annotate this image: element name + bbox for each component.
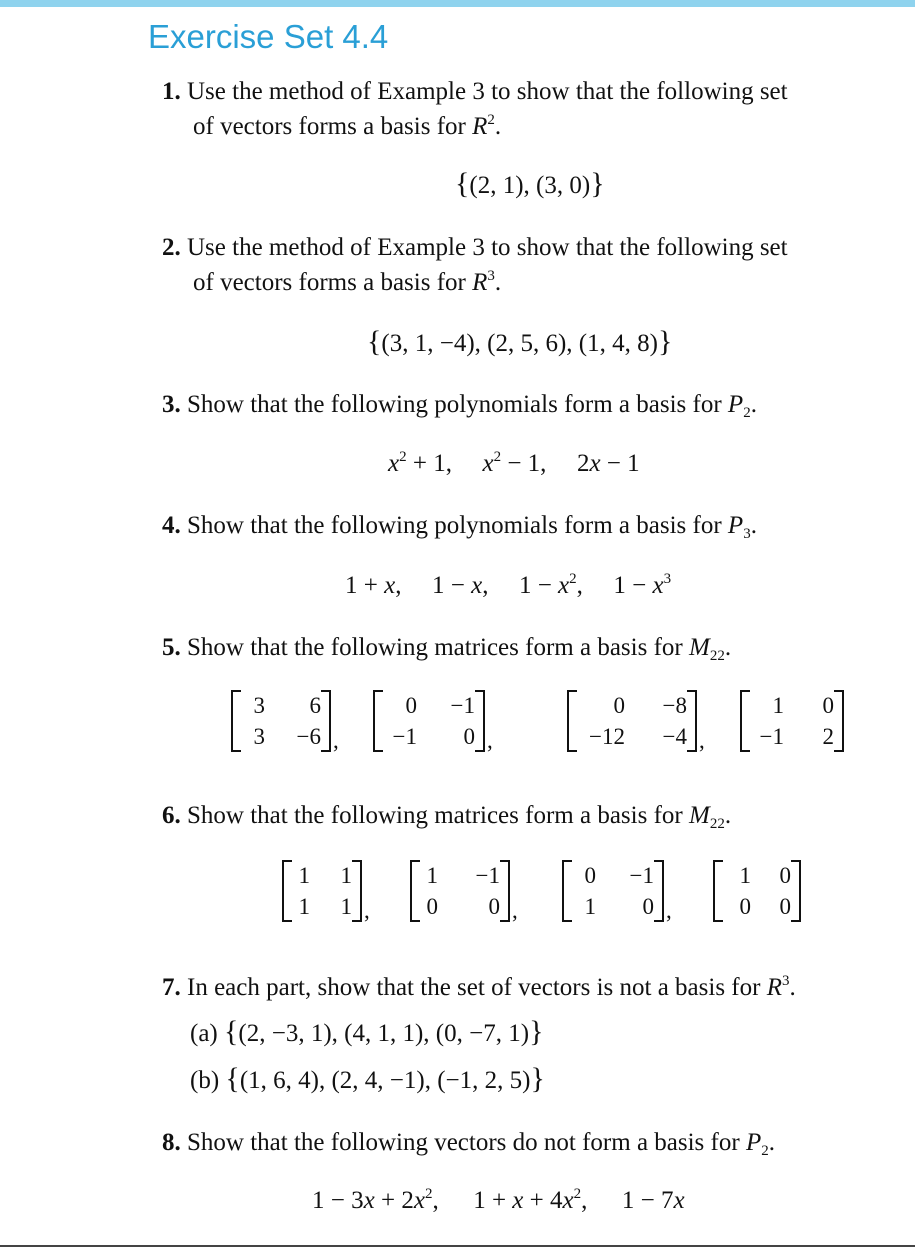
matrix-entry: 0 [488,894,500,919]
exercise-1-line-2: of vectors forms a basis for $R^2$. [193,112,502,140]
exercise-2-line-1: 2. Use the method of Example 3 to show that the following set [162,234,788,261]
matrix-entry: 0 [779,863,791,888]
matrix-entry: 3 [253,693,265,718]
matrix-entry: −1 [759,724,784,749]
matrix [567,690,697,752]
matrix-entry: 1 [584,894,596,919]
exercise-6-line: 6. Show that the following matrices form a basis for $M_{22}$. [162,802,732,832]
top-accent-bar [0,0,915,7]
page-title: Exercise Set 4.4 [148,18,389,55]
separator-comma: , [666,898,672,923]
matrix-entry: 6 [309,693,321,718]
matrix-entry: −1 [392,724,417,749]
matrix [713,860,801,922]
matrix [410,860,510,922]
matrix-entry: −8 [662,693,687,718]
bottom-rule [0,1245,915,1247]
separator-comma: , [364,898,370,923]
exercise-2-vector-set: {(3, 1, −4), (2, 5, 6), (1, 4, 8)} [367,325,673,358]
matrix-entry: 0 [822,693,834,718]
exercise-7-line: 7. In each part, show that the set of vectors is not a basis for $R^3$. [162,973,796,1001]
matrix-entry: 1 [772,693,784,718]
matrix-entry: 0 [779,894,791,919]
matrix-entry: 0 [463,724,475,749]
exercise-7-part-b: (b) {(1, 6, 4), (2, 4, −1), (−1, 2, 5)} [190,1062,545,1095]
exercise-1-vector-set: {(2, 1), (3, 0)} [455,167,605,200]
exercise-3-polynomials: $x^2 + 1$, $x^2 - 1$, 2x − 1 [388,449,640,477]
matrix-entry: −1 [475,863,500,888]
matrix-entry: −1 [450,693,475,718]
matrix-entry: 0 [405,693,417,718]
exercise-4-polynomials: 1 + x, 1 − x, $1 - x^2$, $1 - x^3$ [345,571,672,599]
matrix-entry: 1 [298,863,310,888]
exercise-8-line: 8. Show that the following vectors do not form a basis for $P_2$. [162,1129,775,1159]
exercise-text: Use the method of Example 3 to show that the following set [187,78,788,105]
matrix [373,690,485,752]
matrix-entry: −1 [629,863,654,888]
exercise-3-line: 3. Show that the following polynomials form a basis for $P_2$. [162,391,757,421]
exercise-5-line: 5. Show that the following matrices form a basis for $M_{22}$. [162,634,732,664]
separator-comma: , [333,728,339,753]
matrix [231,690,331,752]
separator-comma: , [487,728,493,753]
matrix-entry: 1 [340,863,352,888]
exercise-1-line-1 [162,79,788,104]
exercise-7-part-a: (a) {(2, −3, 1), (4, 1, 1), (0, −7, 1)} [190,1015,544,1048]
matrix-entry: 1 [340,894,352,919]
matrix-entry: 2 [822,724,834,749]
exercise-8-polynomials: $1 - 3x + 2x^2$, $1 + x + 4x^2$, 1 − 7x [312,1186,685,1214]
separator-comma: , [512,898,518,923]
matrix-entry: 0 [739,894,751,919]
matrix-entry: 1 [298,894,310,919]
separator-comma: , [699,728,705,753]
matrix [740,690,844,752]
matrix [282,860,362,922]
matrix-entry: 3 [253,724,265,749]
matrix-entry: −4 [662,724,687,749]
matrix-entry: −6 [296,724,321,749]
matrix-entry: 0 [584,863,596,888]
matrix-entry: 0 [613,693,625,718]
matrix [562,860,664,922]
matrix-entry: −12 [589,724,625,749]
matrix-entry: 1 [739,863,751,888]
exercise-2-line-2: of vectors forms a basis for $R^3$. [193,268,502,296]
exercise-number: 1. [162,78,181,105]
matrix-entry: 0 [642,894,654,919]
exercise-4-line: 4. Show that the following polynomials form a basis for $P_3$. [162,512,757,542]
matrix-entry: 1 [426,863,438,888]
matrix-entry: 0 [426,894,438,919]
